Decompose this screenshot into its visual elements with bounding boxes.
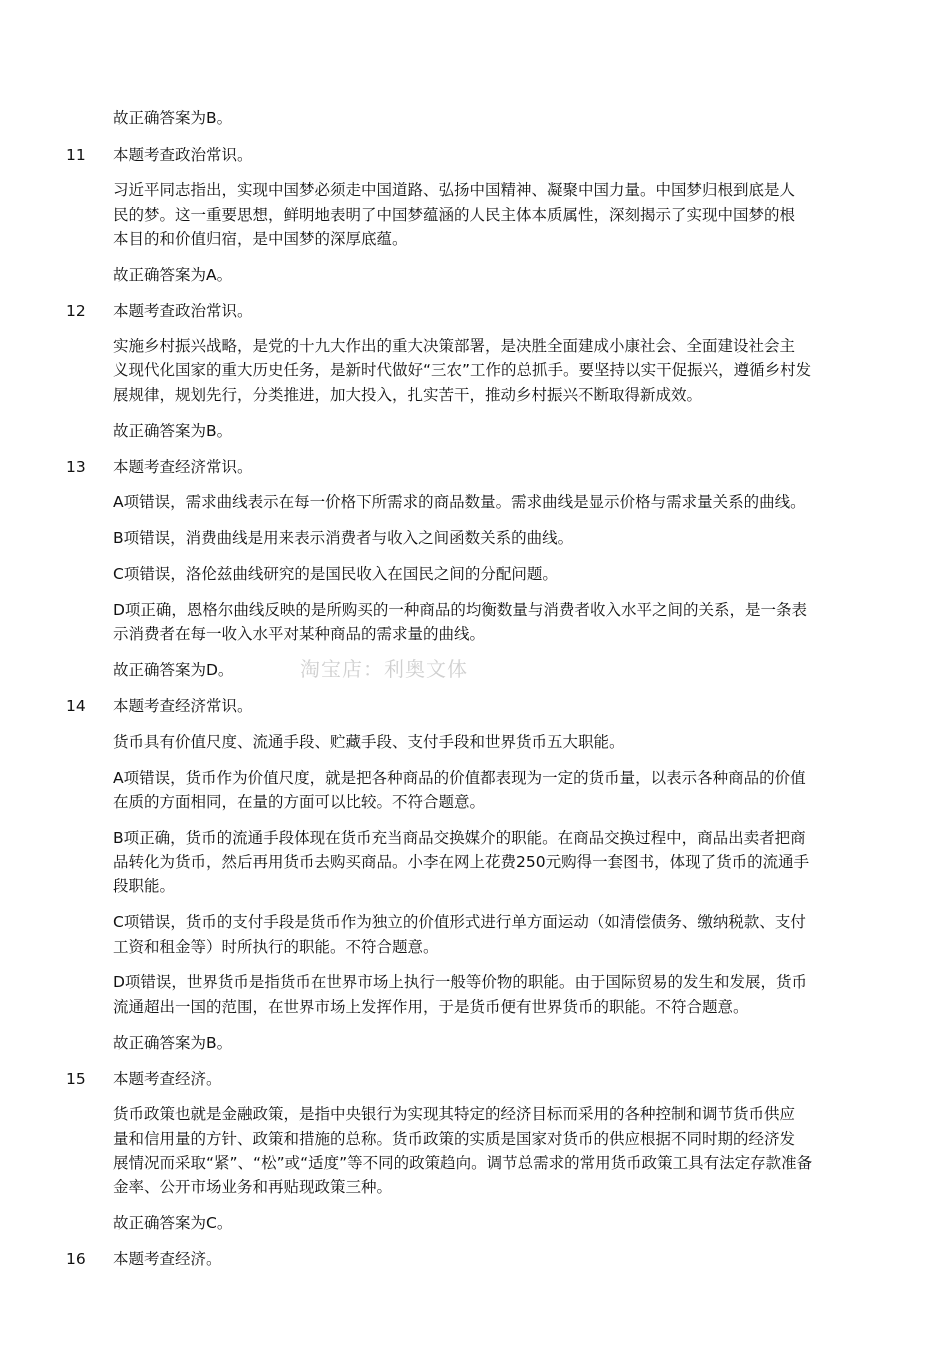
question-topic: 本题考查政治常识。 (113, 302, 253, 320)
answer-line: 故正确答案为B。 (113, 422, 233, 440)
option-explanation: B项正确，货币的流通手段体现在货币充当商品交换媒介的职能。在商品交换过程中，商品出卖者把商 (113, 829, 806, 847)
option-explanation: B项错误，消费曲线是用来表示消费者与收入之间函数关系的曲线。 (113, 529, 574, 547)
option-explanation: C项错误，货币的支付手段是货币作为独立的价值形式进行单方面运动（如清偿债务、缴纳税款、支付 (113, 913, 806, 931)
question-number: 11 (66, 146, 86, 164)
option-explanation: 段职能。 (113, 877, 176, 895)
option-explanation: D项正确，恩格尔曲线反映的是所购买的一种商品的均衡数量与消费者收入水平之间的关系，是一条表 (113, 601, 807, 619)
question-topic: 本题考查政治常识。 (113, 146, 253, 164)
option-explanation: C项错误，洛伦兹曲线研究的是国民收入在国民之间的分配问题。 (113, 565, 558, 583)
question-topic: 本题考查经济。 (113, 1070, 222, 1088)
explanation-line: 展规律，规划先行，分类推进，加大投入，扎实苦干，推动乡村振兴不断取得新成效。 (113, 386, 703, 404)
question-number: 14 (66, 697, 86, 715)
option-explanation: 流通超出一国的范围，在世界市场上发挥作用，于是货币便有世界货币的职能。不符合题意。 (113, 998, 749, 1016)
option-explanation: A项错误，需求曲线表示在每一价格下所需求的商品数量。需求曲线是显示价格与需求量关系的曲线。 (113, 493, 806, 511)
explanation-line: 民的梦。这一重要思想，鲜明地表明了中国梦蕴涵的人民主体本质属性，深刻揭示了实现中国梦的根 (113, 206, 796, 224)
question-number: 13 (66, 458, 86, 476)
option-explanation: 示消费者在每一收入水平对某种商品的需求量的曲线。 (113, 625, 486, 643)
answer-line: 故正确答案为C。 (113, 1214, 233, 1232)
option-explanation: A项错误，货币作为价值尺度，就是把各种商品的价值都表现为一定的货币量，以表示各种商品的价值 (113, 769, 806, 787)
explanation-line: 习近平同志指出，实现中国梦必须走中国道路、弘扬中国精神、凝聚中国力量。中国梦归根到底是人 (113, 181, 796, 199)
question-topic: 本题考查经济常识。 (113, 458, 253, 476)
question-number: 15 (66, 1070, 86, 1088)
answer-line: 故正确答案为B。 (113, 1034, 233, 1052)
answer-line: 故正确答案为D。 (113, 661, 234, 679)
question-topic: 本题考查经济常识。 (113, 697, 253, 715)
option-explanation: 在质的方面相同，在量的方面可以比较。不符合题意。 (113, 793, 486, 811)
question-number: 12 (66, 302, 86, 320)
explanation-line: 货币具有价值尺度、流通手段、贮藏手段、支付手段和世界货币五大职能。 (113, 733, 625, 751)
explanation-line: 本目的和价值归宿，是中国梦的深厚底蕴。 (113, 230, 408, 248)
option-explanation: 品转化为货币，然后再用货币去购买商品。小李在网上花费250元购得一套图书，体现了货币的流通手 (113, 853, 810, 871)
explanation-line: 货币政策也就是金融政策，是指中央银行为实现其特定的经济目标而采用的各种控制和调节货币供应 (113, 1105, 796, 1123)
question-topic: 本题考查经济。 (113, 1250, 222, 1268)
option-explanation: D项错误，世界货币是指货币在世界市场上执行一般等价物的职能。由于国际贸易的发生和发展，货币 (113, 973, 807, 991)
explanation-line: 实施乡村振兴战略，是党的十九大作出的重大决策部署，是决胜全面建成小康社会、全面建设社会主 (113, 337, 796, 355)
explanation-line: 金率、公开市场业务和再贴现政策三种。 (113, 1178, 393, 1196)
answer-line: 故正确答案为A。 (113, 266, 233, 284)
watermark: 淘宝店：利奥文体 (300, 657, 468, 681)
answer-line: 故正确答案为B。 (113, 109, 233, 127)
option-explanation: 工资和租金等）时所执行的职能。不符合题意。 (113, 938, 439, 956)
explanation-line: 义现代化国家的重大历史任务，是新时代做好“三农”工作的总抓手。要坚持以实干促振兴，遵循乡村发 (113, 361, 812, 379)
question-number: 16 (66, 1250, 86, 1268)
explanation-line: 量和信用量的方针、政策和措施的总称。货币政策的实质是国家对货币的供应根据不同时期的经济发 (113, 1130, 796, 1148)
explanation-line: 展情况而采取“紧”、“松”或“适度”等不同的政策趋向。调节总需求的常用货币政策工具有法定存款准备 (113, 1154, 813, 1172)
